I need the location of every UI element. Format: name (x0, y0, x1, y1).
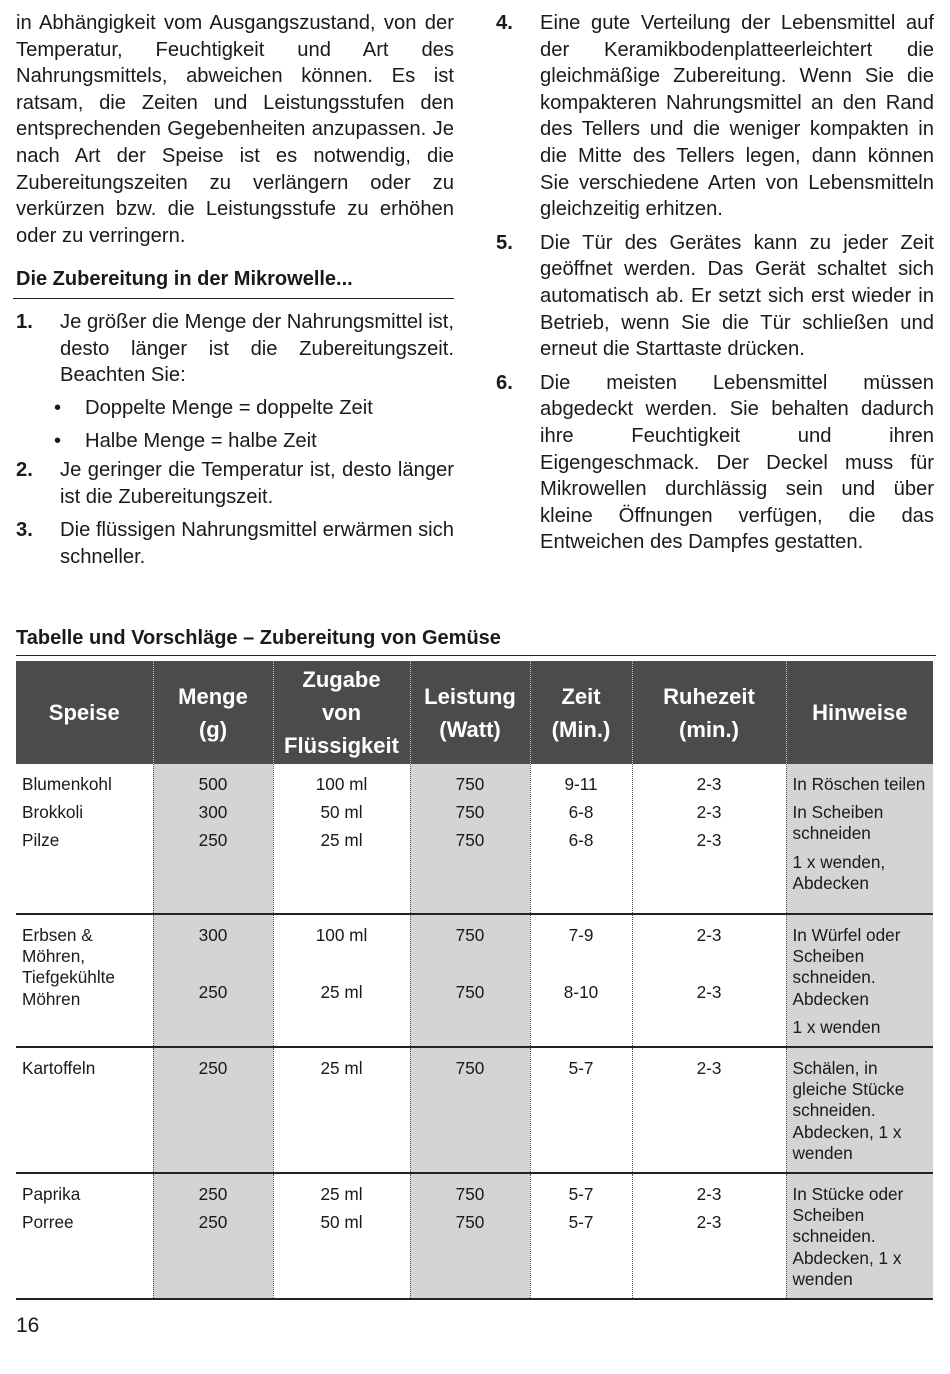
table-row (16, 764, 933, 914)
bullet-item: • Halbe Menge = halbe Zeit (60, 428, 454, 455)
cell-ruhezeit: 2-3 (632, 1047, 786, 1173)
cell-menge: 250 250 (153, 1173, 273, 1299)
cell-zugabe: 100 ml 25 ml (273, 914, 410, 1047)
cell-hinweise: In Röschen teilen In Scheiben schneiden 1 x wenden, Abdecken (786, 764, 933, 914)
bullet-list (54, 395, 454, 455)
item-text: Je größer die Menge der Nahrungsmittel ist, desto länger ist die Zubereitungszeit. Beachten Sie: (60, 310, 454, 387)
table-title: Tabelle und Vorschläge – Zubereitung von Gemüse (16, 627, 936, 656)
cell-zugabe: 25 ml (273, 1047, 410, 1173)
list-item (496, 10, 934, 223)
item-number: 4. (496, 12, 513, 34)
intro-paragraph: in Abhängigkeit vom Ausgangszustand, von der Temperatur, Feuchtigkeit und Art des Nahrungsmittels, abweichen können. Es ist ratsam, die Zeiten und Leistungsstufen den entsprechenden Gegebenheiten anzupassen. Je nach Art der Speise ist es notwendig, die Zubereitungszeiten zu verlängern oder zu verkürzen bzw. die Leistungsstufe zu erhöhen oder zu verringern. (16, 12, 454, 247)
cell-leistung: 750 750 (410, 1173, 530, 1299)
header-leistung: Leistung (Watt) (410, 661, 530, 764)
cell-zugabe: 100 ml 50 ml 25 ml (273, 764, 410, 914)
cell-ruhezeit: 2-3 2-3 (632, 1173, 786, 1299)
left-numbered-list (16, 309, 454, 570)
table-row (16, 1173, 933, 1299)
list-item (16, 309, 454, 455)
cell-hinweise: Schälen, in gleiche Stücke schneiden. Abdecken, 1 x wenden (786, 1047, 933, 1173)
page-number: 16 (16, 1314, 40, 1337)
vegetable-table (16, 661, 933, 1300)
right-column (496, 10, 934, 563)
cell-menge: 250 (153, 1047, 273, 1173)
item-number: 2. (16, 458, 33, 481)
item-number: 3. (16, 519, 33, 542)
left-column (16, 10, 454, 577)
table-row (16, 1047, 933, 1173)
list-item (496, 230, 934, 363)
table-header-row (16, 661, 933, 764)
right-numbered-list (496, 10, 934, 556)
bullet-icon: • (54, 396, 62, 419)
bullet-icon: • (54, 430, 62, 453)
cell-hinweise: In Stücke oder Scheiben schneiden. Abdecken, 1 x wenden (786, 1173, 933, 1299)
cell-speise: Kartoffeln (22, 1058, 96, 1079)
item-text: Die flüssigen Nahrungsmittel erwärmen sich schneller. (60, 519, 454, 568)
header-zugabe: Zugabe von Flüssigkeit (273, 661, 410, 764)
cell-zeit: 9-11 6-8 6-8 (530, 764, 632, 914)
cell-leistung: 750 750 (410, 914, 530, 1047)
item-text: Die Tür des Gerätes kann zu jeder Zeit geöffnet werden. Das Gerät schaltet sich automatisch ab. Er setzt sich erst wieder in Betrieb, wenn Sie die Tür schließen und erneut die Starttaste drücken. (540, 231, 934, 361)
cell-zugabe: 25 ml 50 ml (273, 1173, 410, 1299)
item-text: Die meisten Lebensmittel müssen abgedeckt werden. Sie behalten dadurch ihre Feuchtigkeit und ihren Eigengeschmack. Der Deckel muss für Mikrowellen durchlässig sein und über kleine Öffnungen verfügen, die das Entweichen des Dampfes gestatten. (540, 371, 934, 554)
list-item (496, 370, 934, 556)
cell-leistung: 750 750 750 (410, 764, 530, 914)
cell-speise: Erbsen & Möhren, Tiefgekühlte Möhren (22, 925, 115, 1009)
item-number: 6. (496, 371, 513, 394)
cell-menge: 300 250 (153, 914, 273, 1047)
list-item (16, 457, 454, 510)
cell-hinweise: In Würfel oder Scheiben schneiden. Abdecken 1 x wenden (786, 914, 933, 1047)
cell-zeit: 7-9 8-10 (530, 914, 632, 1047)
header-hinweise: Hinweise (786, 661, 933, 764)
header-zeit: Zeit (Min.) (530, 661, 632, 764)
cell-ruhezeit: 2-3 2-3 2-3 (632, 764, 786, 914)
cell-speise: Blumenkohl Brokkoli Pilze (22, 774, 112, 851)
cell-speise: Paprika Porree (22, 1184, 81, 1233)
item-text: Je geringer die Temperatur ist, desto länger ist die Zubereitungszeit. (60, 458, 454, 508)
cell-menge: 500 300 250 (153, 764, 273, 914)
table-row (16, 914, 933, 1047)
cell-zeit: 5-7 5-7 (530, 1173, 632, 1299)
cell-ruhezeit: 2-3 2-3 (632, 914, 786, 1047)
header-menge: Menge (g) (153, 661, 273, 764)
header-ruhezeit: Ruhezeit (min.) (632, 661, 786, 764)
section-heading: Die Zubereitung in der Mikrowelle... (13, 266, 454, 299)
item-number: 5. (496, 231, 513, 254)
list-item (16, 517, 454, 570)
item-number: 1. (16, 310, 33, 333)
cell-leistung: 750 (410, 1047, 530, 1173)
header-speise: Speise (16, 661, 153, 764)
cell-zeit: 5-7 (530, 1047, 632, 1173)
bullet-item: • Doppelte Menge = doppelte Zeit (60, 395, 454, 422)
item-text: Eine gute Verteilung der Lebensmittel auf der Keramikbodenplatteerleichtert die gleichmäßige Zubereitung. Wenn Sie die kompakteren Nahrungsmittel an den Rand des Tellers und die weniger kompakten in die Mitte des Tellers legen, dann können Sie verschiedene Arten von Lebensmitteln gleichzeitig erhitzen. (540, 12, 934, 221)
